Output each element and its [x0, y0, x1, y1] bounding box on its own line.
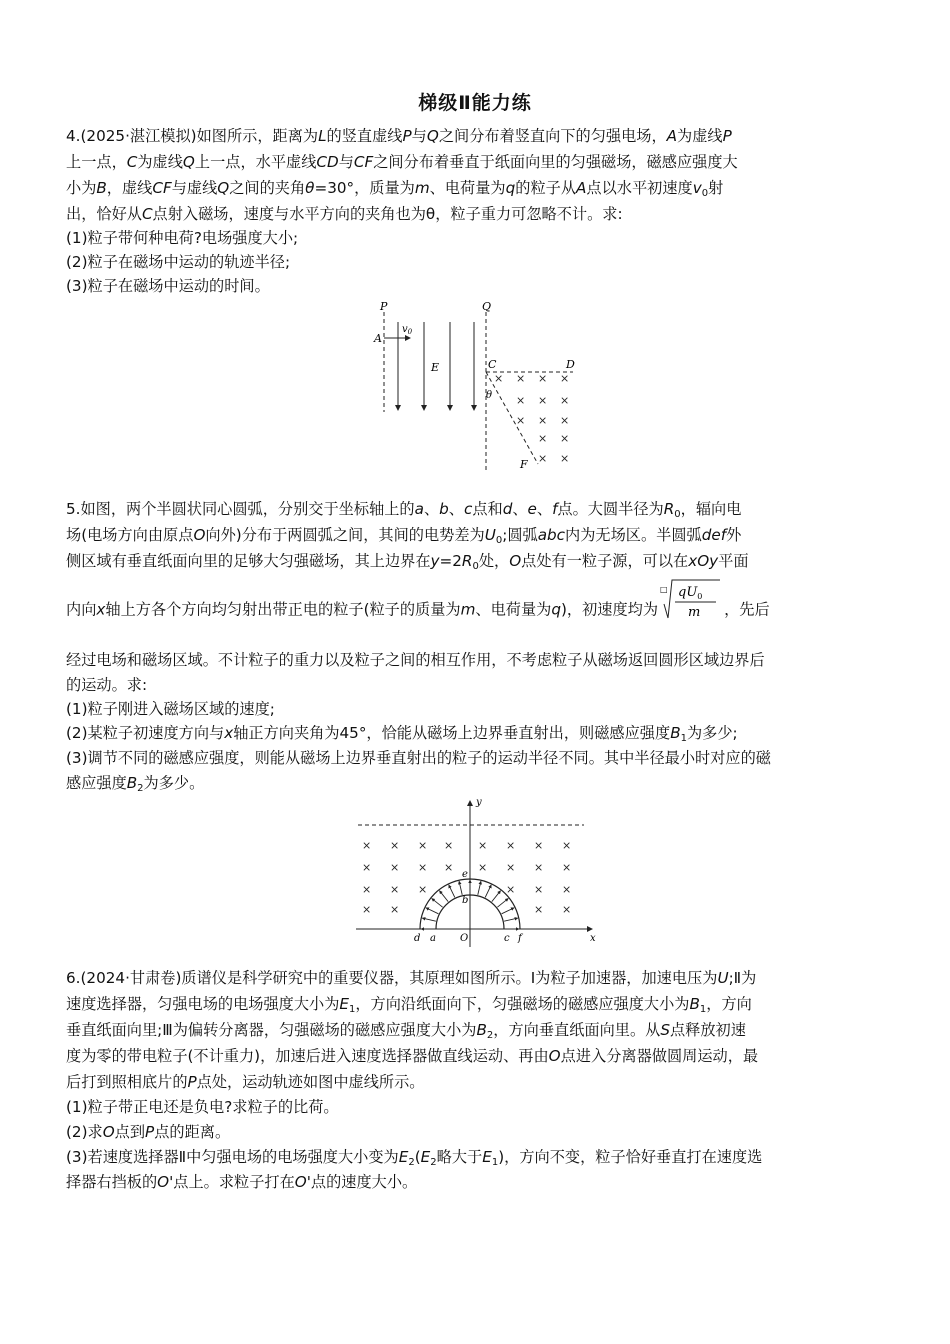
q5-line-2: 场(电场方向由原点O向外)分布于两圆弧之间，其间的电势差为$U_0$;圆弧abc内为无场区。半圆弧def外 — [66, 526, 742, 546]
label-d: d — [414, 933, 421, 944]
svg-text:×: × — [362, 861, 372, 874]
label-v0: $v_0$ — [402, 324, 413, 336]
q5-part-3: (3)调节不同的磁感应强度，则能从磁场上边界垂直射出的粒子的运动半径不同。其中半径最小时对应的磁 — [66, 749, 771, 767]
sqrt-expression — [660, 586, 722, 630]
q4-part-1: (1)粒子带何种电荷?电场强度大小; — [66, 229, 299, 247]
q6-part-3b: 择器右挡板的O'点上。求粒子打在O'点的速度大小。 — [66, 1173, 418, 1191]
q4-line-4: 出，恰好从C点射入磁场，速度与水平方向的夹角也为θ，粒子重力可忽略不计。求: — [66, 205, 623, 223]
label-c: c — [504, 933, 510, 944]
q6-line-1: 6.(2024·甘肃卷)质谱仪是科学研究中的重要仪器，其原理如图所示。Ⅰ为粒子加速器，加速电压为U;Ⅱ为 — [66, 969, 757, 987]
label-b: b — [462, 895, 469, 906]
svg-text:×: × — [562, 883, 572, 896]
svg-text:×: × — [516, 414, 526, 427]
label-x: x — [590, 933, 596, 944]
q5-line-6: 的运动。求: — [66, 676, 148, 694]
q5-figure — [352, 795, 600, 949]
svg-text:×: × — [534, 903, 544, 916]
svg-text:×: × — [534, 883, 544, 896]
radial-arrow — [439, 891, 448, 902]
radial-arrow — [502, 908, 515, 914]
svg-text:×: × — [390, 883, 400, 896]
svg-text:qU0: $qU_0$ — [678, 585, 703, 601]
svg-text:×: × — [560, 372, 570, 385]
radial-arrow — [478, 881, 481, 895]
svg-text:×: × — [362, 839, 372, 852]
q6-line-3: 垂直纸面向里;Ⅲ为偏转分离器，匀强磁场的磁感应强度大小为$B_2$，方向垂直纸面向里。从S点释放初速 — [66, 1021, 746, 1041]
label-d: D — [566, 358, 575, 371]
radial-arrow — [426, 908, 439, 914]
svg-text:×: × — [560, 452, 570, 465]
svg-text:×: × — [560, 394, 570, 407]
svg-text:×: × — [562, 861, 572, 874]
svg-text:×: × — [506, 883, 516, 896]
svg-text:×: × — [538, 414, 548, 427]
svg-text:×: × — [538, 372, 548, 385]
radial-arrow — [485, 885, 491, 898]
label-e: E — [431, 361, 440, 374]
svg-text:×: × — [562, 903, 572, 916]
q5-line-1: 5.如图，两个半圆状同心圆弧，分别交于坐标轴上的a、b、c点和d、e、f点。大圆半径为$R_0$，辐向电 — [66, 500, 742, 520]
label-f: f — [518, 933, 522, 944]
label-y: y — [476, 797, 482, 808]
label-c: C — [488, 358, 497, 371]
svg-text:×: × — [418, 861, 428, 874]
svg-text:m: m — [688, 605, 701, 620]
svg-text:□: □ — [660, 585, 668, 594]
label-o: O — [460, 933, 469, 944]
radial-arrow — [497, 898, 508, 907]
radial-arrow — [492, 891, 501, 902]
q6-part-2: (2)求O点到P点的距离。 — [66, 1123, 231, 1141]
q5-part-2: (2)某粒子初速度方向与x轴正方向夹角为45°，恰能从磁场上边界垂直射出，则磁感应强度$B_1$为多少; — [66, 724, 738, 744]
svg-text:×: × — [560, 432, 570, 445]
q5-part-1: (1)粒子刚进入磁场区域的速度; — [66, 700, 275, 718]
label-p: P — [380, 300, 388, 313]
svg-text:×: × — [506, 861, 516, 874]
svg-text:×: × — [390, 903, 400, 916]
radial-arrow — [459, 881, 462, 895]
q6-line-5: 后打到照相底片的P点处，运动轨迹如图中虚线所示。 — [66, 1073, 425, 1091]
svg-text:×: × — [478, 839, 488, 852]
label-f: F — [520, 458, 528, 471]
q4-figure — [368, 298, 588, 474]
line-cf — [486, 372, 538, 464]
svg-text:×: × — [562, 839, 572, 852]
svg-text:×: × — [538, 432, 548, 445]
svg-text:×: × — [516, 372, 526, 385]
svg-text:×: × — [362, 883, 372, 896]
svg-text:×: × — [444, 861, 454, 874]
svg-text:×: × — [494, 372, 504, 385]
svg-text:×: × — [534, 861, 544, 874]
q5-line-3: 侧区域有垂直纸面向里的足够大匀强磁场，其上边界在$y=2R_0$处，O点处有一粒子源，可以在xOy平面 — [66, 552, 749, 572]
q4-part-3: (3)粒子在磁场中运动的时间。 — [66, 277, 270, 295]
label-q: Q — [482, 300, 492, 313]
q6-line-2: 速度选择器，匀强电场的电场强度大小为$E_1$，方向沿纸面向下，匀强磁场的磁感应强度大小为$B_1$，方向 — [66, 995, 752, 1015]
q6-part-1: (1)粒子带正电还是负电?求粒子的比荷。 — [66, 1098, 339, 1116]
radial-arrow — [504, 918, 518, 921]
svg-text:×: × — [444, 839, 454, 852]
label-theta: θ — [486, 390, 493, 401]
svg-text:×: × — [390, 861, 400, 874]
page-title: 梯级Ⅱ能力练 — [418, 92, 532, 114]
svg-text:×: × — [534, 839, 544, 852]
svg-text:×: × — [506, 839, 516, 852]
radial-arrow — [422, 918, 436, 921]
svg-text:×: × — [478, 861, 488, 874]
q4-part-2: (2)粒子在磁场中运动的轨迹半径; — [66, 253, 291, 271]
q4-line-3: 小为B，虚线CF与虚线Q之间的夹角θ=30°，质量为m、电荷量为q的粒子从A点以水平初速度$v_0$射 — [66, 179, 724, 199]
svg-text:×: × — [516, 394, 526, 407]
q4-line-2: 上一点，C为虚线Q上一点，水平虚线CD与CF之间分布着垂直于纸面向里的匀强磁场，磁感应强度大 — [66, 153, 738, 171]
q6-part-3: (3)若速度选择器Ⅱ中匀强电场的电场强度大小变为$E_2(E_2$略大于$E_1$)，方向不变，粒子恰好垂直打在速度选 — [66, 1148, 763, 1168]
q5-line-4: 内向x轴上方各个方向均匀射出带正电的粒子(粒子的质量为m、电荷量为q)，初速度均为 □ $qU_0$ m ，先后 — [66, 588, 886, 632]
q6-line-4: 度为零的带电粒子(不计重力)，加速后进入速度选择器做直线运动、再由O点进入分离器做圆周运动，最 — [66, 1047, 759, 1065]
svg-text:×: × — [538, 394, 548, 407]
label-e: e — [462, 869, 468, 880]
svg-text:×: × — [362, 903, 372, 916]
svg-text:×: × — [418, 839, 428, 852]
label-a: a — [430, 933, 436, 944]
svg-text:×: × — [560, 414, 570, 427]
radial-arrow — [449, 885, 455, 898]
q4-cross-grid — [494, 372, 569, 465]
svg-text:×: × — [538, 452, 548, 465]
svg-text:×: × — [418, 883, 428, 896]
q5-line-5: 经过电场和磁场区域。不计粒子的重力以及粒子之间的相互作用，不考虑粒子从磁场返回圆形区域边界后 — [66, 651, 765, 669]
q4-line-1: 4.(2025·湛江模拟)如图所示，距离为L的竖直虚线P与Q之间分布着竖直向下的匀强电场，A为虚线P — [66, 127, 732, 145]
svg-text:×: × — [390, 839, 400, 852]
q5-part-3b: 感应强度$B_2$为多少。 — [66, 774, 205, 794]
label-a: A — [374, 332, 382, 345]
radial-arrow — [432, 898, 443, 907]
